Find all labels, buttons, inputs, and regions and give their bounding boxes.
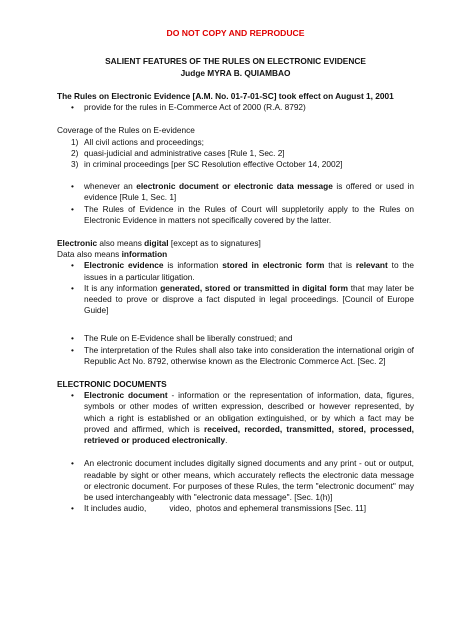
intro-heading: The Rules on Electronic Evidence [A.M. No. 01-7-01-SC] took effect on August 1, 2001 xyxy=(57,91,394,102)
coverage-list xyxy=(57,137,414,171)
document-author: Judge MYRA B. QUIAMBAO xyxy=(180,67,291,78)
electronic-bullets xyxy=(57,260,414,316)
document-title: SALIENT FEATURES OF THE RULES ON ELECTRONIC EVIDENCE xyxy=(105,56,366,67)
coverage-bullets xyxy=(57,181,414,226)
list-item: • whenever an electronic document or electronic data message is offered or used in evidence [Rule 1, Sec. 1] xyxy=(57,181,414,203)
list-item: • An electronic document includes digitally signed documents and any print - out or output, readable by sight or other means, which accurately reflects the electronic data message or electronic document. For purposes of these Rules, the term "electronic document" may be used interchangeably with "electronic data message". [Sec. 1(h)] xyxy=(57,458,414,503)
documents-bullets xyxy=(57,390,414,446)
list-item: • The interpretation of the Rules shall also take into consideration the international origin of Republic Act No. 8792, otherwise known as the Electronic Commerce Act. [Sec. 2] xyxy=(57,345,414,367)
intro-list xyxy=(57,102,414,113)
documents-heading: ELECTRONIC DOCUMENTS xyxy=(57,379,167,390)
list-item: 3) in criminal proceedings [per SC Resolution effective October 14, 2002] xyxy=(71,159,343,170)
title-block xyxy=(57,56,414,79)
copy-warning: DO NOT COPY AND REPRODUCE xyxy=(166,28,305,38)
list-item: • The Rule on E-Evidence shall be liberally construed; and xyxy=(57,333,414,344)
list-item: • Electronic document - information or the representation of information, data, figures, symbols or other modes of written expression, described or however represented, by which a right is established or an obligation extinguished, or by which a fact may be proved and affirmed, which is received, recorded, transmitted, stored, processed, retrieved or produced electronically. xyxy=(57,390,414,446)
construction-bullets xyxy=(57,333,414,367)
list-item: • Electronic evidence is information stored in electronic form that is relevant to the issues in a particular litigation. xyxy=(57,260,414,282)
coverage-heading: Coverage of the Rules on E-evidence xyxy=(57,125,195,136)
list-item: • It is any information generated, stored or transmitted in digital form that may later be needed to prove or disprove a fact disputed in legal proceedings. [Council of Europe Guide] xyxy=(57,283,414,317)
list-item: • It includes audio, video, photos and ephemeral transmissions [Sec. 11] xyxy=(57,503,414,514)
electronic-definition: Electronic also means digital [except as to signatures] xyxy=(57,238,261,249)
data-definition: Data also means information xyxy=(57,249,168,260)
list-item: 2) quasi-judicial and administrative cases [Rule 1, Sec. 2] xyxy=(71,147,285,158)
list-item: 1) All civil actions and proceedings; xyxy=(71,136,204,147)
list-item: • The Rules of Evidence in the Rules of Court will suppletorily apply to the Rules on Electronic Evidence in matters not specifically covered by the latter. xyxy=(57,204,414,226)
list-item: • provide for the rules in E-Commerce Act of 2000 (R.A. 8792) xyxy=(57,102,414,113)
documents-bullets-2 xyxy=(57,458,414,514)
